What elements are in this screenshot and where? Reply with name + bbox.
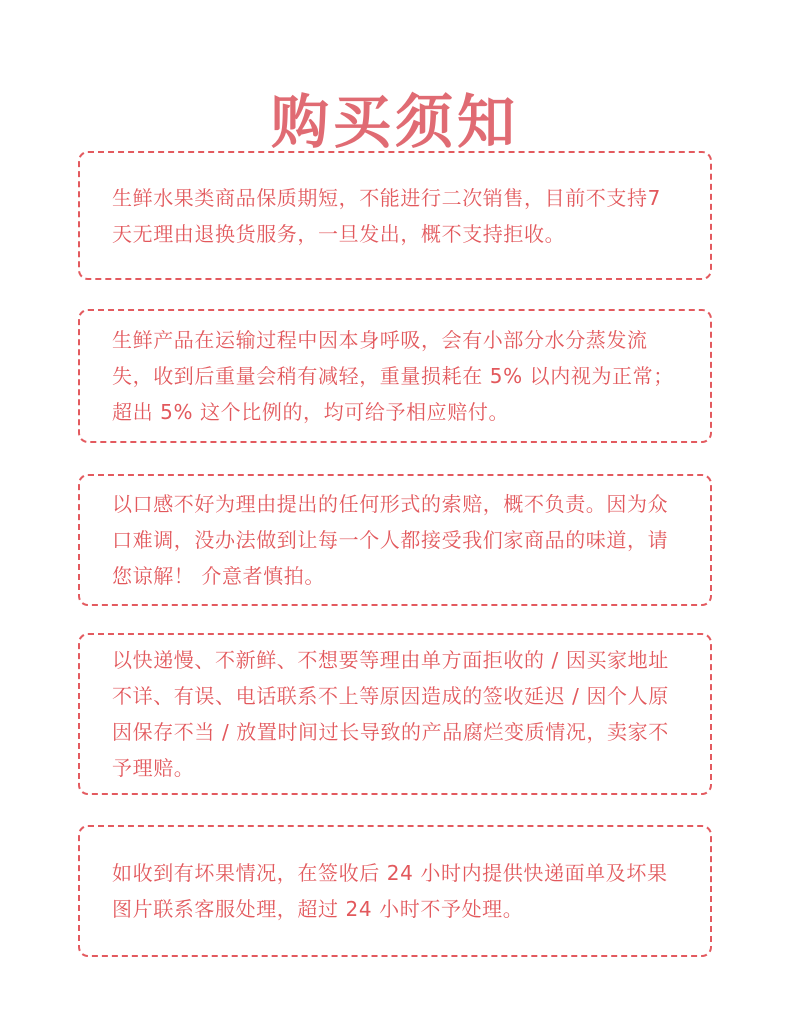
notice-card-no-compensation: [78, 633, 712, 795]
notice-text: 生鲜水果类商品保质期短，不能进行二次销售，目前不支持7 天无理由退换货服务，一旦发出，概不支持拒收。: [112, 185, 661, 246]
notice-text: 生鲜产品在运输过程中因本身呼吸，会有小部分水分蒸发流失，收到后重量会稍有减轻，重量损耗在 5% 以内视为正常；超出 5% 这个比例的，均可给予相应赔付。: [112, 328, 674, 424]
notice-card-taste-claims: [78, 474, 712, 606]
notice-card-damaged-fruit: [78, 825, 712, 957]
notice-text: 如收到有坏果情况，在签收后 24 小时内提供快递面单及坏果图片联系客服处理，超过 24 小时不予处理。: [112, 861, 668, 921]
notice-text: 以口感不好为理由提出的任何形式的索赔，概不负责。因为众口难调，没办法做到让每一个人都接受我们家商品的味道，请您谅解！ 介意者慎拍。: [112, 492, 669, 588]
notice-text: 以快递慢、不新鲜、不想要等理由单方面拒收的 / 因买家地址不详、有误、电话联系不上等原因造成的签收延迟 / 因个人原因保存不当 / 放置时间过长导致的产品腐烂变质情况，卖家不予理赔。: [112, 648, 669, 780]
page-title: 购买须知: [270, 87, 519, 156]
notice-card-no-returns: [78, 151, 712, 280]
notice-card-weight-loss: [78, 309, 712, 443]
